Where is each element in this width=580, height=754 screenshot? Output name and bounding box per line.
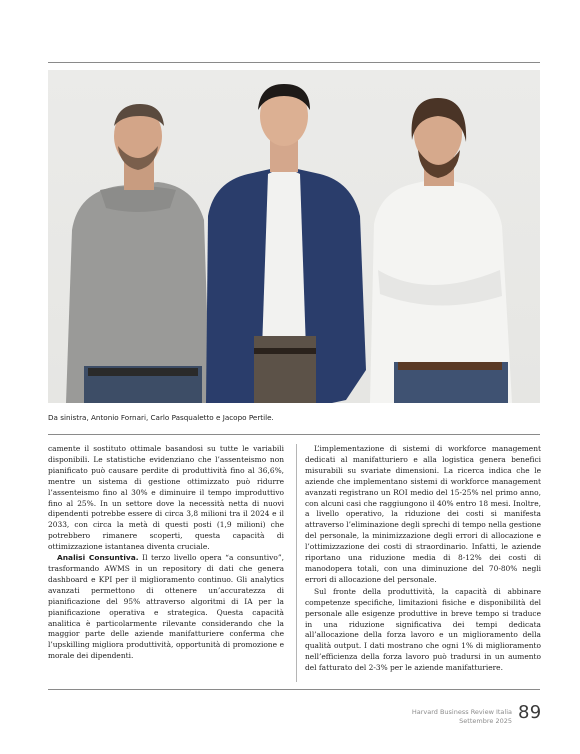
paragraph: Sul fronte della produttività, la capacità di abbinare competenze specifiche, limitazioni fisiche e disponibilità del personale alle esigenze produttive in breve tempo si traduce in una riduzione significativa dei tempi dedicata all’allocazione della forza lavoro e un miglioramento della qualità output. I dati mostrano che ogni 1% di miglioramento nell’efficienza della forza lavoro può tradursi in un aumento del fatturato del 2-3% per le aziende manifatturiere.: [305, 586, 541, 673]
section-lead: Analisi Consuntiva.: [57, 553, 139, 563]
photo-caption: Da sinistra, Antonio Fornari, Carlo Pasqualetto e Jacopo Pertile.: [48, 413, 274, 422]
issue-date: Settembre 2025: [459, 717, 512, 725]
group-photo-illustration: [48, 70, 540, 403]
column-divider: [296, 444, 297, 682]
paragraph: L’implementazione di sistemi di workforce management dedicati al manifatturiero e alla logistica genera benefici misurabili su svariate dimensioni. La ricerca indica che le aziende che implementano sistemi di workforce management avanzati registrano un ROI medio del 15-25% nel primo anno, con alcuni casi che raggiungono il 40% entro 18 mesi. Inoltre, a livello operativo, la riduzione dei costi si manifesta attraverso l’eliminazione degli sprechi di tempo nella gestione del personale, la minimizzazione degli errori di allocazione e l’ottimizzazione dei costi di straordinario. Infatti, le aziende riportano una riduzione media di 8-12% dei costi di manodopera totali, con una diminuzione del 70-80% negli errori di allocazione del personale.: [305, 444, 541, 584]
paragraph-text: Il terzo livello opera “a consuntivo”, trasformando AWMS in un repository di dati che genera dashboard e KPI per il miglioramento continuo. Gli analytics avanzati permettono di ottenere un’accuratezza di pianificazione del 95% attraverso algoritmi di IA per la pianificazione operativa e strategica. Questa capacità analitica è particolarmente rilevante considerando che la maggior parte delle aziende manifatturiere conferma che l’upskilling migliora produttività, opportunità di promozione e morale dei dipendenti.: [48, 553, 284, 661]
publication-name: Harvard Business Review Italia: [411, 708, 512, 716]
footer-rule: [48, 689, 540, 690]
group-photo: [48, 70, 540, 403]
top-rule: [48, 62, 540, 63]
person-right: [370, 98, 512, 403]
article-column-left: [48, 444, 284, 682]
page-number: 89: [518, 702, 542, 723]
person-middle: [206, 84, 366, 403]
paragraph: camente il sostituto ottimale basandosi su tutte le variabili disponibili. Le statistiche evidenziano che l’assenteismo non pianificato può causare perdite di produttività fino al 36,6%, mentre un sistema di gestione ottimizzato può ridurre l’assenteismo fino al 30% e diminuire il tempo improduttivo fino al 25%. In un settore dove la necessità netta di nuovi dipendenti potrebbe essere di circa 3,8 milioni tra il 2024 e il 2033, con circa la metà di questi posti (1,9 milioni) che potrebbero rimanere scoperti, questa capacità di ottimizzazione istantanea diventa cruciale.: [48, 444, 284, 552]
caption-rule: [48, 434, 540, 435]
person-left: [66, 104, 210, 403]
footer-publication-info: [380, 708, 512, 726]
paragraph: [48, 553, 284, 662]
article-column-right: [305, 444, 541, 682]
